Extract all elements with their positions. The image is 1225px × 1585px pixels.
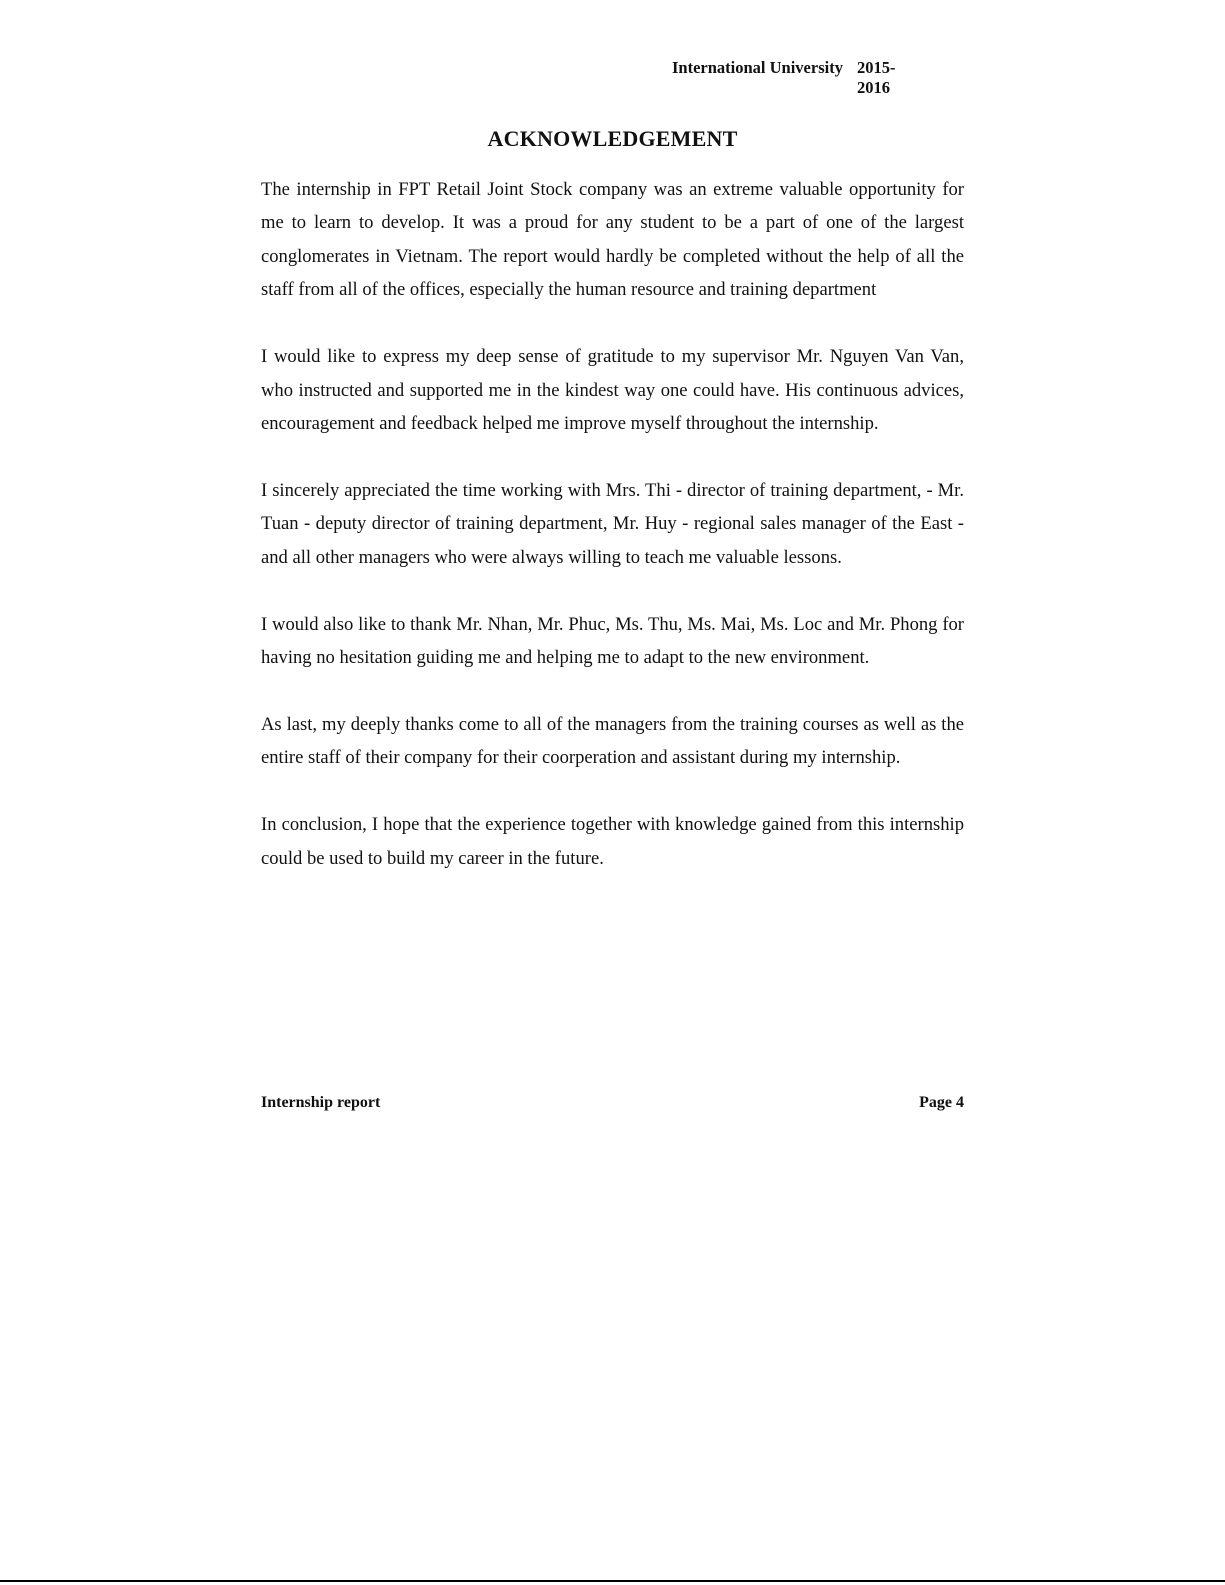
page-header	[672, 58, 932, 98]
paragraph-4: I would also like to thank Mr. Nhan, Mr. Phuc, Ms. Thu, Ms. Mai, Ms. Loc and Mr. Phong for having no hesitation guiding me and helping me to adapt to the new environment.	[261, 613, 964, 668]
page-bottom-border	[0, 1580, 1225, 1582]
paragraph-5: As last, my deeply thanks come to all of the managers from the training courses as well as the entire staff of their company for their coorperation and assistant during my internship.	[261, 713, 964, 769]
document-body	[261, 173, 964, 909]
paragraph-1: The internship in FPT Retail Joint Stock company was an extreme valuable opportunity for me to learn to develop. It was a proud for any student to be a part of one of the largest conglomerates in Vietnam. The report would hardly be completed without the help of all the staff from all of the offices, especially the human resource and training department	[261, 179, 964, 301]
paragraph-6: In conclusion, I hope that the experience together with knowledge gained from this internship could be used to build my career in the future.	[261, 814, 964, 869]
header-academic-year: 2015-2016	[856, 58, 896, 97]
paragraph-3: I sincerely appreciated the time working with Mrs. Thi - director of training department, - Mr. Tuan - deputy director of training department, Mr. Huy - regional sales manager of the East - and all other managers who were always willing to teach me valuable lessons.	[261, 479, 964, 568]
footer-report-label: Internship report	[261, 1094, 381, 1111]
paragraph-2: I would like to express my deep sense of gratitude to my supervisor Mr. Nguyen Van Van, who instructed and supported me in the kindest way one could have. His continuous advices, encouragement and feedback helped me improve myself throughout the internship.	[261, 346, 964, 434]
page-title: ACKNOWLEDGEMENT	[487, 126, 738, 151]
footer-page-number: Page 4	[919, 1094, 964, 1111]
header-institution: International University	[672, 58, 843, 77]
